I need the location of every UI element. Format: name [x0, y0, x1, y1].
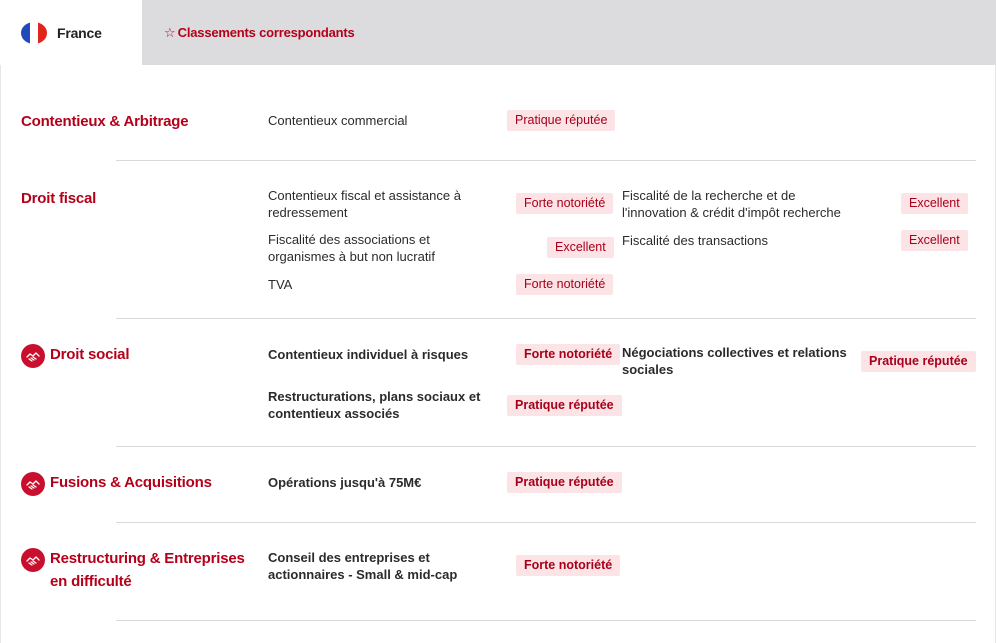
- practice-title: Restructuring & Entreprises en difficulté: [50, 550, 245, 590]
- ranking-item-name: Contentieux individuel à risques: [268, 347, 469, 362]
- ranking-item-name: Négociations collectives et relations sociales: [622, 345, 847, 377]
- tab-france-label: France: [57, 24, 102, 41]
- practice-fusions-acquisitions: [21, 471, 212, 496]
- ranking-item-name: Opérations jusqu'à 75M€: [268, 475, 422, 490]
- handshake-icon: [21, 548, 45, 572]
- handshake-icon: [21, 472, 45, 496]
- ranking-badge: Forte notoriété: [516, 274, 613, 295]
- section-divider: [116, 522, 976, 523]
- ranking-badge: Pratique réputée: [861, 351, 976, 372]
- ranking-badge: Excellent: [901, 193, 968, 214]
- tab-france[interactable]: [0, 0, 142, 65]
- handshake-icon: [21, 344, 45, 368]
- section-divider: [116, 446, 976, 447]
- practice-droit-social: [21, 343, 129, 368]
- ranking-item-name: Restructurations, plans sociaux et contentieux associés: [268, 389, 481, 421]
- practice-title: Droit fiscal: [21, 190, 97, 207]
- practice-title: Droit social: [50, 346, 130, 363]
- practice-title: Contentieux & Arbitrage: [21, 113, 189, 130]
- ranking-badge: Pratique réputée: [507, 395, 622, 416]
- ranking-badge: Forte notoriété: [516, 344, 620, 365]
- ranking-badge: Forte notoriété: [516, 555, 620, 576]
- practice-droit-fiscal: [21, 187, 96, 210]
- ranking-item-name: Conseil des entreprises et actionnaires - Small & mid-cap: [268, 550, 458, 582]
- section-divider: [116, 620, 976, 621]
- ranking-badge: Excellent: [547, 237, 614, 258]
- tab-classements-label: Classements correspondants: [177, 25, 355, 40]
- section-divider: [116, 160, 976, 161]
- ranking-item-name: TVA: [268, 277, 293, 292]
- tab-bar: [0, 0, 996, 65]
- practice-title: Fusions & Acquisitions: [50, 474, 212, 491]
- section-divider: [116, 318, 976, 319]
- star-icon: ☆: [164, 24, 176, 40]
- ranking-badge: Pratique réputée: [507, 472, 622, 493]
- tab-classements[interactable]: [164, 0, 355, 65]
- ranking-item-name: Fiscalité des associations et organismes à but non lucratif: [268, 232, 435, 264]
- ranking-item-name: Fiscalité des transactions: [622, 233, 768, 248]
- ranking-item-name: Contentieux commercial: [268, 113, 408, 128]
- ranking-badge: Pratique réputée: [507, 110, 615, 131]
- ranking-badge: Excellent: [901, 230, 968, 251]
- ranking-item-name: Contentieux fiscal et assistance à redressement: [268, 188, 461, 220]
- practice-restructuring: [21, 547, 261, 593]
- france-flag-icon: [21, 22, 47, 44]
- ranking-item-name: Fiscalité de la recherche et de l'innovation & crédit d'impôt recherche: [622, 188, 841, 220]
- ranking-badge: Forte notoriété: [516, 193, 613, 214]
- practice-contentieux-arbitrage: [21, 110, 188, 133]
